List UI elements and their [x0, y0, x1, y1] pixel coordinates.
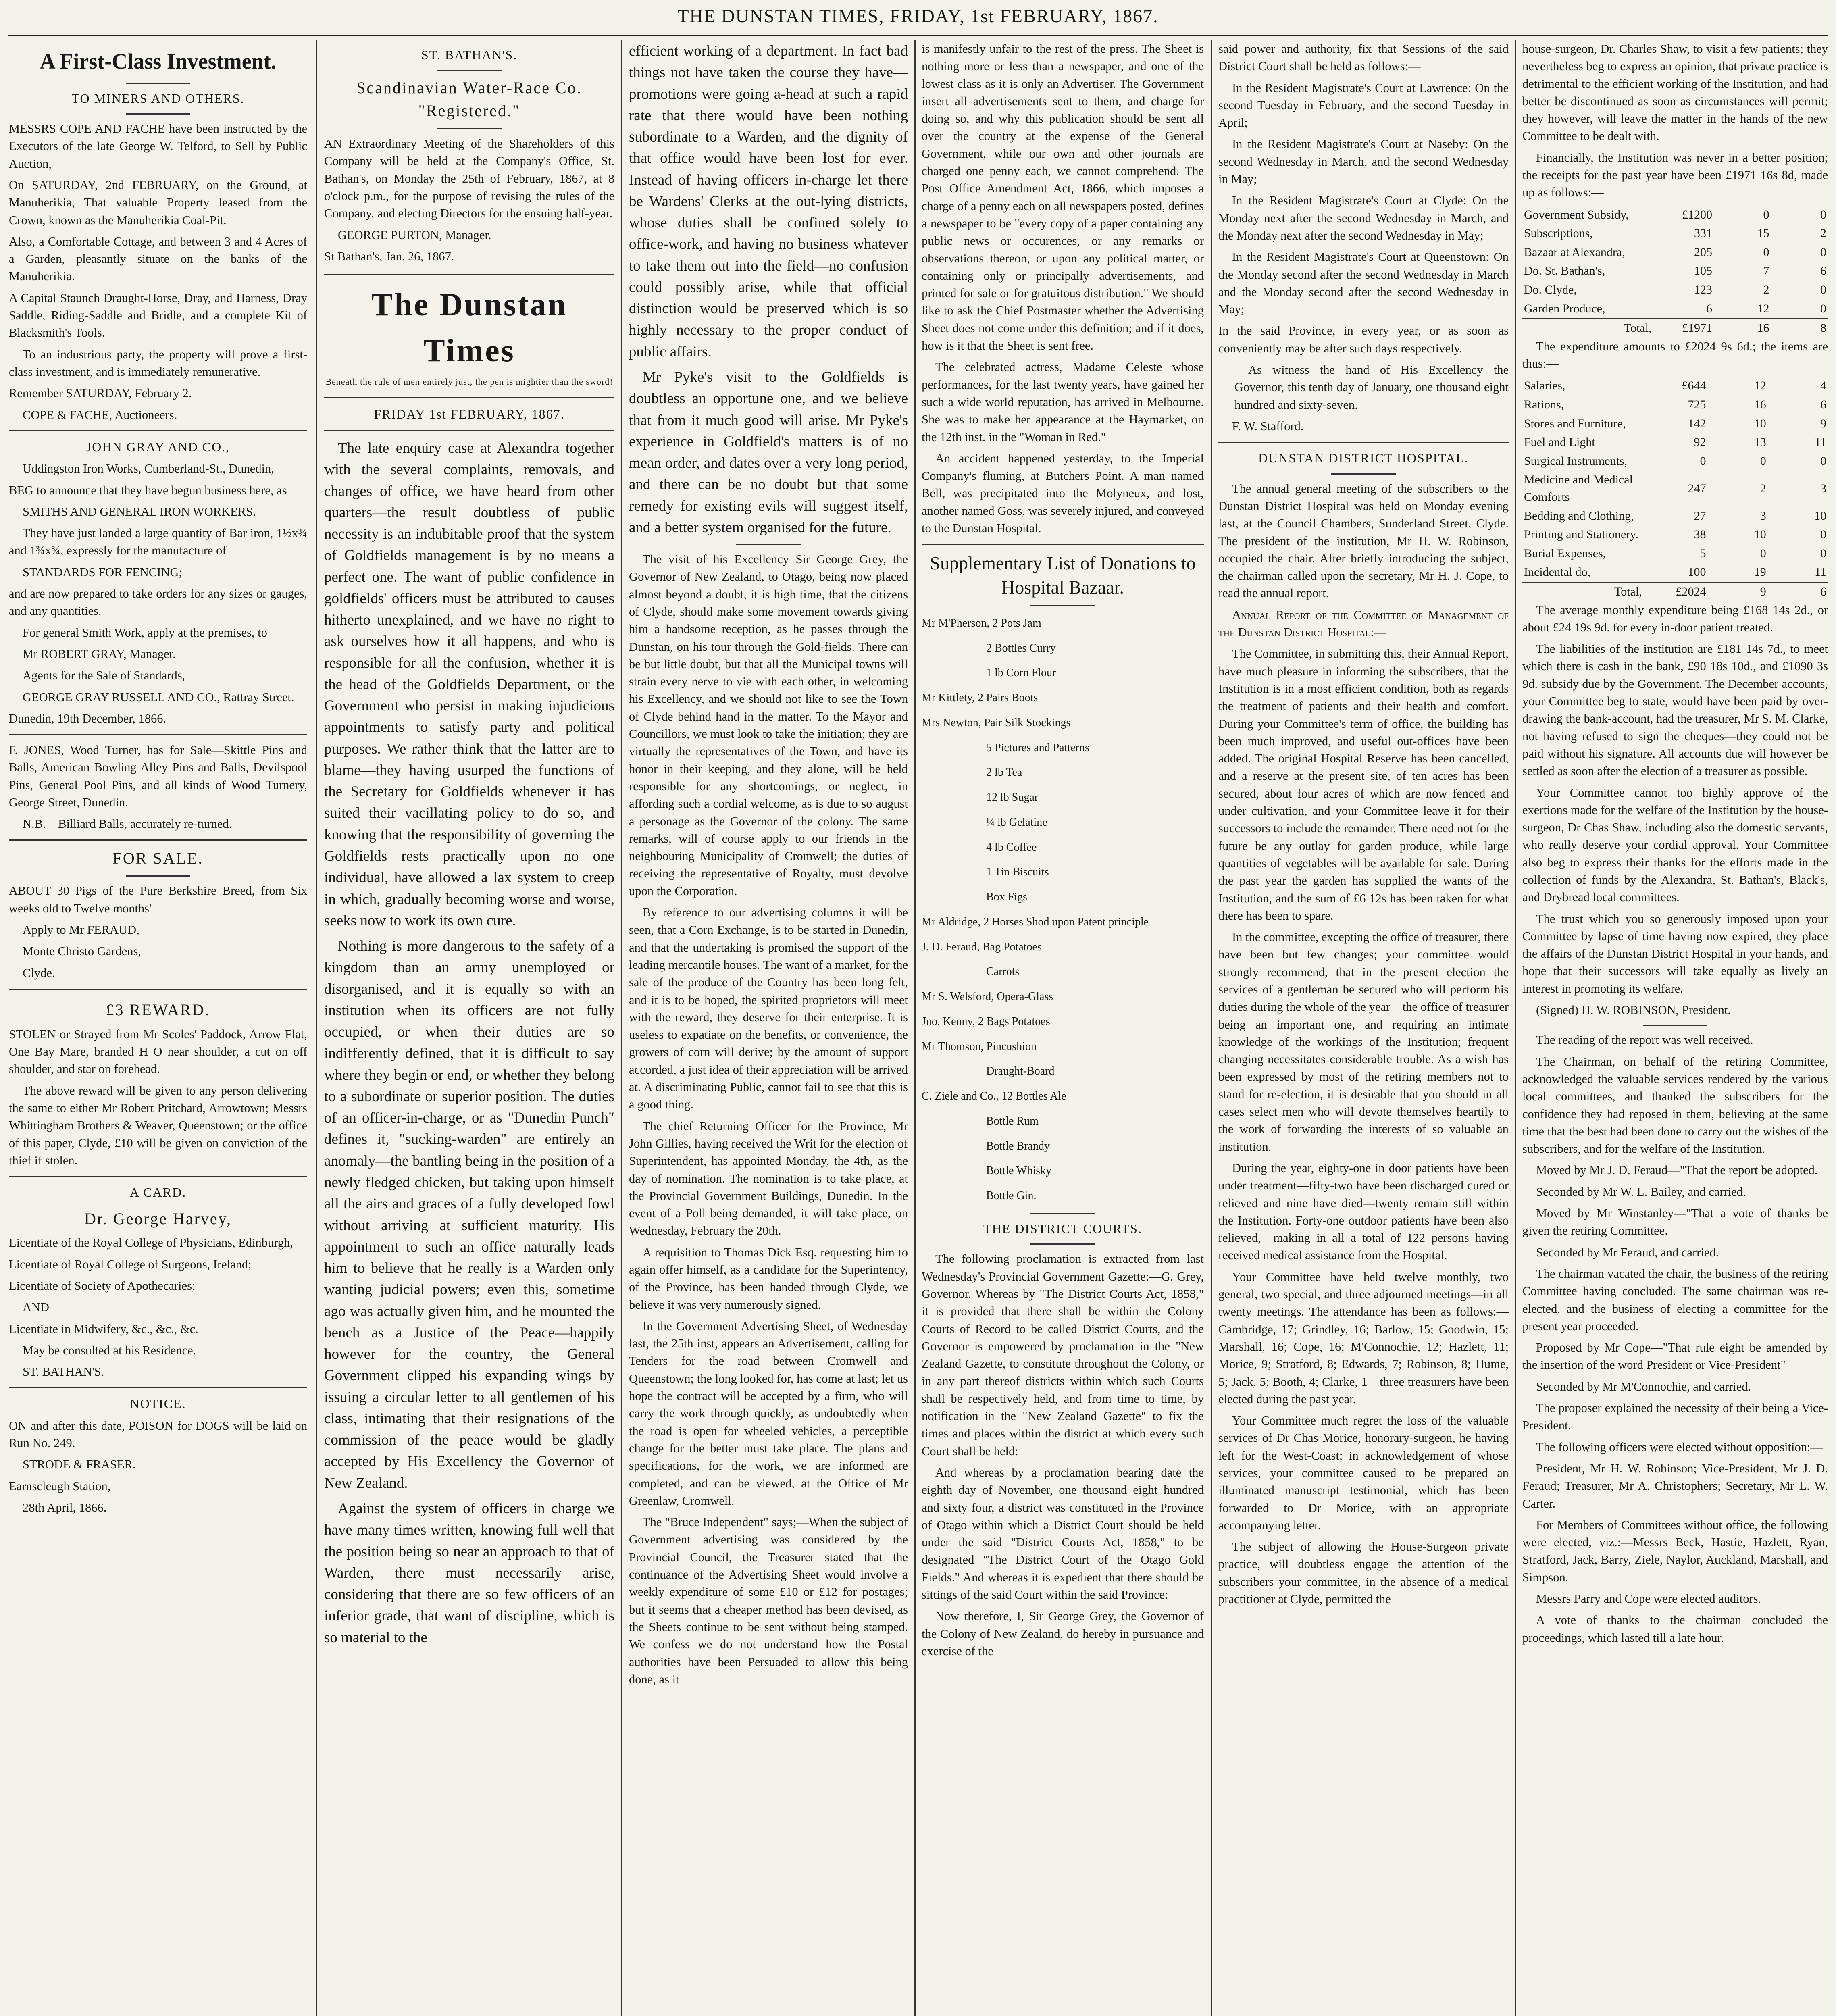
- signature: (Signed) H. W. ROBINSON, President.: [1536, 1003, 1731, 1017]
- news-text: The Committee, in submitting this, their Annual Report, have much pleasure in informing the subscribers, that the Institution is in a most efficient condition, both as regards the treatment of patients and their health and comfort. During your Committee's term of office, the building has been much improved, and useful out-offices have been added. The original Hospital Reserve has been cancelled, and a reserve at the present site, of ten acres has been secured, about four acres of which are now fenced and under cultivation, and your Committee leave it for their successors to include the remainder. There need not for the future be any outlay for garden produce, while large quantities of vegetables will be available for sale. During the past year the garden has supplied the wants of the Institution, and the sum of £6 12s has been taken for what there has been to spare.: [1218, 647, 1509, 923]
- rule: [1030, 1243, 1095, 1245]
- ad-title: JOHN GRAY AND CO.,: [86, 439, 230, 454]
- rule: [9, 734, 307, 735]
- ad-signature: Mr ROBERT GRAY, Manager.: [23, 647, 176, 661]
- news-text: In the said Province, in every year, or as soon as conveniently may be after such days respectively.: [1218, 324, 1509, 355]
- news-text: Proposed by Mr Cope—"That rule eight be amended by the insertion of the word President or Vice-President": [1522, 1341, 1828, 1372]
- ad-text: Also, a Comfortable Cottage, and between 3 and 4 Acres of a Garden, pleasantly situate on the banks of the Manuherikia.: [9, 234, 307, 283]
- ad-text: May be consulted at his Residence.: [23, 1343, 196, 1357]
- report-heading: Annual Report of the Committee of Management of the Dunstan District Hospital:—: [1218, 608, 1509, 639]
- table-row: [1522, 206, 1828, 225]
- table-row: [1522, 262, 1828, 281]
- ad-date: Dunedin, 19th December, 1866.: [9, 711, 167, 725]
- ad-text: F. JONES, Wood Turner, has for Sale—Skittle Pins and Balls, American Bowling Alley Pins and Balls, Devilspool Pins, General Pool Pins, and all kinds of Wood Turnery, George Street, Dunedin.: [9, 743, 307, 810]
- donation-item: 2 lb Tea: [986, 766, 1022, 779]
- donation-item: Jno. Kenny, 2 Bags Potatoes: [922, 1015, 1050, 1028]
- editorial-text: Nothing is more dangerous to the safety of a kingdom than an army unemployed or disorganised, and it is equally so with an institution when its officers are not fully occupied, or when their duties are so indifferently defined, that it is difficult to say where they begin or end, or whether they belong to a subordinate or superior position. The duties of an officer-in-charge, or as "Dunedin Punch" defines it, "sucking-warden" are entirely an anomaly—the bantling being in the position of a newly fledged chicken, but taking upon himself all the airs and graces of a fully developed fowl without arriving at sufficient maturity. His appointment to such an office naturally leads him to believe that he really is a Warden only wanting judicial powers; even this, sometime ago was actually given him, and he mounted the bench as a Justice of the Peace—happily however for the country, the General Government clipped his expanding wings by issuing a circular letter to all gentlemen of his class, intimating that their resignations of the commission of the peace would be gladly accepted by His Excellency the Governor of New Zealand.: [324, 938, 614, 1491]
- news-text: Seconded by Mr Feraud, and carried.: [1536, 1245, 1719, 1259]
- nameplate-motto: Beneath the rule of men entirely just, the pen is mightier than the sword!: [325, 377, 613, 387]
- page-masthead: THE DUNSTAN TIMES, FRIDAY, 1st FEBRUARY, 1867.: [677, 6, 1159, 26]
- rule: [437, 128, 502, 129]
- column-4: [922, 40, 1204, 2016]
- table-row: [1522, 507, 1828, 526]
- donation-item: Box Figs: [986, 891, 1027, 904]
- nameplate: The Dunstan Times: [371, 287, 568, 369]
- row-amount: 12: [1754, 379, 1766, 393]
- news-text: The reading of the report was well received.: [1536, 1033, 1753, 1047]
- donation-item: J. D. Feraud, Bag Potatoes: [922, 940, 1042, 953]
- rule: [1030, 605, 1095, 606]
- ad-text: MESSRS COPE AND FACHE have been instructed by the Executors of the late George W. Telford, to Sell by Public Auction,: [9, 122, 307, 171]
- row-amount: 7: [1763, 264, 1769, 278]
- row-label: Medicine and Medical Comforts: [1524, 473, 1633, 504]
- news-text: During the year, eighty-one in door patients have been under treatment—fifty-two have been discharged cured or relieved and nine have died—twenty remain still within the Institution. Forty-one outdoor patients have been also relieved,—making in all a total of 122 persons having received medical assistance from the Hospital.: [1218, 1161, 1509, 1262]
- news-text: In the Government Advertising Sheet, of Wednesday last, the 25th inst, appears an Advertisement, calling for Tenders for the road between Cromwell and Queenstown; the long looked for, has come at last; let us hope the contract will be accepted by a firm, who will carry the work through quickly, as undoubtedly when the road is open for wheeled vehicles, a perceptible change for the better must take place. The plans and specifications, for the work, we are informed are completed, and can be viewed, at the Office of Mr Greenlaw, Cromwell.: [629, 1319, 908, 1508]
- ad-subtitle: A CARD.: [129, 1185, 187, 1200]
- dateline: FRIDAY 1st FEBRUARY, 1867.: [374, 406, 565, 421]
- row-amount: 27: [1694, 509, 1706, 523]
- row-amount: 13: [1754, 435, 1766, 449]
- table-row: [1522, 433, 1828, 452]
- row-amount: 11: [1815, 435, 1826, 449]
- table-row: [1522, 563, 1828, 582]
- column-3: [629, 40, 908, 2016]
- rule: [9, 839, 307, 841]
- table-row: [1522, 224, 1828, 243]
- row-amount: 0: [1820, 528, 1826, 541]
- row-amount: 0: [1763, 245, 1769, 259]
- ad-text: Earnscleugh Station,: [9, 1479, 111, 1493]
- rule: [1643, 1025, 1707, 1026]
- ad-title: Scandinavian Water-Race Co. "Registered.": [356, 79, 582, 120]
- donation-item: Draught-Board: [986, 1065, 1055, 1078]
- editorial-text: Against the system of officers in charge we have many times written, knowing full well that the position being so near an approach to that of Warden, there must necessarily arise, considering that there are so few officers of an inferior grade, that want of discipline, which is so material to the: [324, 1500, 614, 1646]
- ad-signature: COPE & FACHE, Auctioneers.: [23, 408, 177, 422]
- ad-text: Monte Christo Gardens,: [23, 944, 141, 958]
- donation-item: C. Ziele and Co., 12 Bottles Ale: [922, 1090, 1066, 1103]
- row-amount: 0: [1820, 208, 1826, 221]
- ad-place: ST. BATHAN'S.: [421, 48, 518, 62]
- total-amount: 6: [1768, 582, 1828, 602]
- news-text: An accident happened yesterday, to the Imperial Company's fluming, at Butchers Point. A man named Bell, was precipitated into the Molyneux, and lost, another named Goss, was severely injured, and conveyed to the Dunstan Hospital.: [922, 451, 1204, 535]
- news-text: Seconded by Mr W. L. Bailey, and carried.: [1536, 1185, 1746, 1199]
- news-text: Your Committee have held twelve monthly, two general, two special, and three adjourned meetings—in all twenty meetings. The attendance has been as follows:—Cambridge, 17; Grindley, 16; Barlow, 15; Goodwin, 15; Marshall, 16; Cope, 16; M'Connochie, 12; Hazlett, 11; Morice, 9; Stratford, 8; Edwards, 7; Robinson, 8; Hume, 5; Jack, 5; Booth, 4; Clarke, 1—three treasurers have been elected during the past year.: [1218, 1270, 1509, 1406]
- total-label: Total,: [1522, 582, 1644, 602]
- row-amount: 19: [1754, 565, 1766, 579]
- news-text: The chairman vacated the chair, the business of the retiring Committee having concluded. The same chairman was re-elected, and the business of electing a committee for the present year proceeded.: [1522, 1266, 1828, 1333]
- rule: [1030, 1213, 1095, 1214]
- row-amount: 0: [1760, 454, 1766, 468]
- ad-date: St Bathan's, Jan. 26, 1867.: [324, 249, 454, 263]
- ad-text: ON and after this date, POISON for DOGS will be laid on Run No. 249.: [9, 1418, 307, 1450]
- column-rule: [316, 40, 317, 2016]
- row-label: Subscriptions,: [1524, 227, 1593, 240]
- news-text: In the Resident Magistrate's Court at Lawrence: On the second Tuesday in February, and the second Tuesday in April;: [1218, 81, 1509, 130]
- ad-subtitle: TO MINERS AND OTHERS.: [71, 91, 245, 106]
- ad-subtitle: Uddingston Iron Works, Cumberland-St., Dunedin,: [23, 462, 274, 476]
- rule: [9, 989, 307, 991]
- row-amount: 92: [1694, 435, 1706, 449]
- rule: [126, 875, 190, 877]
- column-rule: [1211, 40, 1212, 2016]
- ad-text: Clyde.: [23, 966, 55, 980]
- row-amount: 205: [1694, 245, 1712, 259]
- row-amount: 0: [1820, 546, 1826, 560]
- donation-item: Mr Kittlety, 2 Pairs Boots: [922, 691, 1038, 704]
- column-rule: [621, 40, 622, 2016]
- ad-text: GEORGE GRAY RUSSELL AND CO., Rattray Street.: [23, 690, 294, 704]
- rule: [1331, 473, 1396, 475]
- rule: [324, 430, 614, 431]
- donation-item: 2 Bottles Curry: [986, 641, 1056, 654]
- donation-item: 12 lb Sugar: [986, 791, 1039, 804]
- ad-text: Licentiate of Society of Apothecaries;: [9, 1279, 196, 1293]
- row-amount: 6: [1820, 264, 1826, 278]
- ad-text: Licentiate in Midwifery, &c., &c., &c.: [9, 1322, 198, 1336]
- row-amount: 100: [1688, 565, 1706, 579]
- row-amount: 123: [1694, 283, 1712, 297]
- news-text: Your Committee cannot too highly approve of the exertions made for the welfare of the Institution by the house-surgeon, Dr Chas Shaw, including also the domestic servants, who really deserve your cordial approval. Your Committee also beg to express their thanks for the efforts made in the collection of funds by the Alexandra, St. Bathan's, Black's, and Drybread local committees.: [1522, 785, 1828, 904]
- row-amount: 12: [1757, 302, 1769, 315]
- ad-text: AND: [23, 1300, 50, 1314]
- news-text: The chief Returning Officer for the Province, Mr John Gillies, having received the Writ for the election of Superintendent, has appointed Monday, the 4th, as the day of nomination. The nomination is to take place, at the Provincial Government Buildings, Dunedin. In the event of a Poll being demanded, it will take place, on Wednesday, February the 20th.: [629, 1119, 908, 1238]
- ad-date: 28th April, 1866.: [23, 1501, 107, 1515]
- row-amount: 11: [1815, 565, 1826, 579]
- row-amount: 0: [1820, 283, 1826, 297]
- masthead-rule: [8, 35, 1828, 36]
- table-total-row: [1522, 582, 1828, 602]
- editorial-text: The late enquiry case at Alexandra together with the several complaints, removals, and changes of office, we have heard from other quarters—the result doubtless of public necessity is an indubitable proof that the system of Goldfields management is by no means a perfect one. The want of public confidence in goldfields' officers must be attributed to causes hitherto unexplained, and we have no right to ask ourselves how it all happens, and who is responsible for all the confusion, whether it is the head of the Goldfields Department, or the Government who persist in making injudicious appointments to satisfy party and political purposes. We rather think that the latter are to blame—they having usurped the functions of the Secretary for Goldfields whenever it has suited their vacillating policy to do so, and knowing that the responsibility of governing the Goldfields rests practically upon no one individual, have allowed a lax system to creep in which, gradually becoming worse and worse, seeks now to work its own cure.: [324, 439, 614, 929]
- news-text: The subject of allowing the House-Surgeon private practice, will doubtless engage the attention of the subscribers your committee, in the absence of a medical practitioner at Clyde, permitted the: [1218, 1540, 1509, 1606]
- table-row: [1522, 471, 1828, 506]
- row-amount: 38: [1694, 528, 1706, 541]
- column-2: [324, 40, 614, 2016]
- section-title: DUNSTAN DISTRICT HOSPITAL.: [1258, 451, 1469, 466]
- row-label: Rations,: [1524, 398, 1564, 412]
- row-amount: 6: [1706, 302, 1712, 315]
- total-amount: 8: [1771, 319, 1828, 338]
- donation-item: Bottle Whisky: [986, 1164, 1052, 1177]
- row-amount: 0: [1820, 454, 1826, 468]
- donation-item: Carrots: [986, 965, 1020, 978]
- news-text: In the committee, excepting the office of treasurer, there have been but few changes; your committee would strongly recommend, that in the present election the services of a gentleman be secured who will perform his duties during the whole of the year—the office of treasurer being an important one, and requiring an intimate knowledge of the workings of the Institution; frequent changing necessitates considerable trouble. As a wish has been expressed by most of the retiring members not to stand for re-election, it is desirable that you should in all cases select men who will devote themselves heartily to the work of forwarding the interests of so valuable an institution.: [1218, 930, 1509, 1154]
- row-label: Incidental do,: [1524, 565, 1590, 579]
- rule: [9, 430, 307, 431]
- row-amount: 16: [1754, 398, 1766, 412]
- rule: [437, 70, 502, 71]
- news-text: Moved by Mr Winstanley—"That a vote of thanks be given the retiring Committee.: [1522, 1206, 1828, 1238]
- ad-text: Agents for the Sale of Standards,: [23, 669, 185, 683]
- news-text: house-surgeon, Dr. Charles Shaw, to visit a few patients; they nevertheless beg to express an opinion, that private practice is detrimental to the efficient working of the Institution, and had better be discontinued as soon as circumstances will permit; they however, will leave the matter in the hands of the new Committee to be dealt with.: [1522, 42, 1828, 143]
- row-amount: 4: [1820, 379, 1826, 393]
- donations-title: Supplementary List of Donations to Hospital Bazaar.: [930, 553, 1196, 598]
- donation-item: Mr M'Pherson, 2 Pots Jam: [922, 616, 1041, 629]
- donation-item: Mr Thomson, Pincushion: [922, 1040, 1037, 1053]
- news-text: In the Resident Magistrate's Court at Queenstown: On the Monday second after the second Wednesday in March and the Monday second after the second Wednesday in May;: [1218, 250, 1509, 317]
- news-text: The "Bruce Independent" says;—When the subject of Government advertising was considered by the Provincial Council, the Treasurer stated that the continuance of the Advertising Sheet would involve a weekly expenditure of some £10 or £12 for postages; but it seems that a cheaper method has been devised, as the Sheets continue to be sent without being stamped. We confess we do not understand how the Postal authorities have been Persuaded to allow this being done, as it: [629, 1515, 908, 1686]
- news-text: And whereas by a proclamation bearing date the eighth day of November, one thousand eight hundred and sixty four, a district was constituted in the Province of Otago within which a District Court should be held under the said "District Courts Act, 1858," to be designated "The District Court of the Otago Gold Fields." And whereas it is expedient that there should be sittings of the said Court within the said Province:: [922, 1465, 1204, 1602]
- ad-text: To an industrious party, the property will prove a first-class investment, and is immediately remunerative.: [9, 347, 307, 379]
- ad-text: STOLEN or Strayed from Mr Scoles' Paddock, Arrow Flat, One Bay Mare, branded H O near shoulder, a cut on off shoulder, and star on forehead.: [9, 1027, 307, 1076]
- table-row: [1522, 525, 1828, 544]
- total-label: Total,: [1522, 319, 1653, 338]
- total-amount: £1971: [1653, 319, 1714, 338]
- row-amount: 331: [1694, 227, 1712, 240]
- news-text: Now therefore, I, Sir George Grey, the Governor of the Colony of New Zealand, do hereby in pursuance and exercise of the: [922, 1609, 1204, 1658]
- donation-item: Bottle Rum: [986, 1114, 1039, 1127]
- table-row: [1522, 377, 1828, 396]
- total-amount: 16: [1714, 319, 1771, 338]
- donation-item: Mr S. Welsford, Opera-Glass: [922, 990, 1053, 1003]
- table-row: [1522, 544, 1828, 563]
- ad-text: N.B.—Billiard Balls, accurately re-turned.: [23, 817, 232, 831]
- column-1: [9, 40, 307, 2016]
- column-rule: [1515, 40, 1516, 2016]
- news-text: The trust which you so generously imposed upon your Committee by lapse of time having now expired, they place the affairs of the Dunstan District Hospital in your hands, and hope that their successors will take equally as lively an interest in promoting its welfare.: [1522, 912, 1828, 996]
- row-label: Do. Clyde,: [1524, 283, 1577, 297]
- receipts-table: [1522, 206, 1828, 338]
- news-text: is manifestly unfair to the rest of the press. The Sheet is nothing more or less than a newspaper, and one of the lowest class as it is only an Advertiser. The Government insert all advertisements sent to them, and charge for doing so, and why this publication should be sent all over the country at the expense of the General Government, while our own and other journals are charged one penny each, we cannot comprehend. The Post Office Amendment Act, 1866, which imposes a charge of a penny each on all newspapers posted, defines a newspaper to be "every copy of a paper containing any public news or occurences, or any remarks or observations thereon, or upon any political matter, or containing only or principally advertisements, and printed for sale or for gratuitous distribution." We should like to ask the Chief Postmaster whether the Advertising Sheet does not come under this definition; and if it does, how is it that the Sheet is sent free.: [922, 42, 1204, 353]
- table-row: [1522, 452, 1828, 471]
- ad-text: ST. BATHAN'S.: [23, 1365, 104, 1379]
- row-label: Do. St. Bathan's,: [1524, 264, 1605, 278]
- editorial-text: Mr Pyke's visit to the Goldfields is doubtless an opportune one, and we believe that from it much good will arise. Mr Pyke's experience in Goldfield's matters is of no mean order, and dates over a very long period, and there can be no doubt but that some remedy for existing evils will suggest itself, and a better system organised for the future.: [629, 369, 908, 536]
- row-amount: 0: [1820, 245, 1826, 259]
- row-amount: 105: [1694, 264, 1712, 278]
- news-text: In the Resident Magistrate's Court at Naseby: On the second Wednesday in March, and the second Wednesday in May;: [1218, 137, 1509, 186]
- news-text: The expenditure amounts to £2024 9s 6d.; the items are thus:—: [1522, 339, 1828, 371]
- ad-text: AN Extraordinary Meeting of the Shareholders of this Company will be held at the Company's Office, St. Bathan's, on Monday the 25th of February, 1867, at 8 o'clock p.m., for the purpose of revising the rules of the Company, and electing Directors for the ensuing half-year.: [324, 137, 614, 221]
- donation-item: Bottle Gin.: [986, 1189, 1037, 1202]
- news-text: The annual general meeting of the subscribers to the Dunstan District Hospital was held on Monday evening last, at the Council Chambers, Sunderland Street, Clyde. The president of the institution, Mr H. W. Robinson, occupied the chair. After briefly introducing the subject, the chairman called upon the secretary, Mr H. J. Cope, to read the annual report.: [1218, 481, 1509, 600]
- donation-item: Mr Aldridge, 2 Horses Shod upon Patent principle: [922, 915, 1149, 928]
- rule: [9, 1176, 307, 1177]
- news-text: Messrs Parry and Cope were elected auditors.: [1536, 1591, 1761, 1606]
- ad-text: A Capital Staunch Draught-Horse, Dray, and Harness, Dray Saddle, Riding-Saddle and Bridle, and a complete Kit of Blacksmith's Tools.: [9, 291, 307, 340]
- row-amount: 2: [1763, 283, 1769, 297]
- editorial-text: efficient working of a department. In fact bad things not have taken the course they have—promotions were going a-head at such a rapid rate that there would have been nothing subordinate to a Warden, and the dignity of that office would have been lost for ever. Instead of having officers in-charge let there be Wardens' Clerks at the out-lying districts, whose duties shall be confined solely to office-work, and having no business whatever to take them out into the field—no confusion could possibly arise, while that official distinction would be preserved which is so highly necessary to the proper conduct of public affairs.: [629, 43, 908, 360]
- column-5: [1218, 40, 1509, 2016]
- row-label: Burial Expenses,: [1524, 546, 1606, 560]
- row-amount: 0: [1820, 302, 1826, 315]
- donation-item: 5 Pictures and Patterns: [986, 741, 1089, 754]
- table-row: [1522, 281, 1828, 300]
- news-text: The liabilities of the institution are £181 14s 7d., to meet which there is cash in the bank, £90 18s 10d., and £1090 3s 9d. subsidy due by the Government. The December accounts, your Committee beg to state, would have been paid by over-drawing the bank-account, had the treasurer, Mr S. M. Clarke, not having refused to sign the cheques—they could not be paid without his signature. All accounts due will however be settled as soon after the election of a treasurer as possible.: [1522, 642, 1828, 778]
- row-label: Fuel and Light: [1524, 435, 1595, 449]
- table-row: [1522, 396, 1828, 414]
- rule: [9, 1387, 307, 1388]
- ad-text: They have just landed a large quantity of Bar iron, 1½x¾ and 1¾x¾, expressly for the manufacture of: [9, 526, 307, 558]
- donation-item: 1 Tin Biscuits: [986, 866, 1049, 879]
- news-text: said power and authority, fix that Sessions of the said District Court shall be held as follows:—: [1218, 42, 1509, 73]
- row-amount: 2: [1820, 227, 1826, 240]
- news-text: The Chairman, on behalf of the retiring Committee, acknowledged the valuable services rendered by the various local committees, and thanked the subscribers for the confidence they had reposed in them, believing at the same time that the best had been done to carry out the wishes of the subscribers, and for the welfare of the Institution.: [1522, 1054, 1828, 1156]
- row-amount: 5: [1700, 546, 1706, 560]
- news-text: The average monthly expenditure being £168 14s 2d., or about £24 19s 9d. for every in-door patient treated.: [1522, 603, 1828, 634]
- row-label: Printing and Stationery.: [1524, 528, 1638, 541]
- row-amount: 9: [1820, 417, 1826, 430]
- table-row: [1522, 243, 1828, 262]
- ad-text: ABOUT 30 Pigs of the Pure Berkshire Breed, from Six weeks old to Twelve months': [9, 884, 307, 915]
- ad-title: FOR SALE.: [112, 849, 204, 867]
- ad-text: BEG to announce that they have begun business here, as: [9, 483, 287, 497]
- row-amount: 10: [1754, 528, 1766, 541]
- rule: [736, 544, 801, 545]
- ad-title: A First-Class Investment.: [40, 49, 277, 73]
- rule: [126, 113, 190, 115]
- table-total-row: [1522, 319, 1828, 338]
- row-amount: £1200: [1682, 208, 1712, 221]
- ad-signature: GEORGE PURTON, Manager.: [338, 228, 491, 242]
- news-text: Moved by Mr J. D. Feraud—"That the report be adopted.: [1536, 1163, 1818, 1177]
- donation-item: ¼ lb Gelatine: [986, 816, 1047, 829]
- news-text: By reference to our advertising columns it will be seen, that a Corn Exchange, is to be started in Dunedin, and that the undertaking is promised the support of the leading mercantile houses. The want of a market, for the sale of the produce of the Country has been long felt, and it is to be hoped, the spirited proprietors will meet with the reward, they deserve for their enterprise. It is useless to expatiate on the benefits, or convenience, the growers of corn will derive; by the amount of support accorded, a just idea of their appreciation will be arrived at. A discriminating Public, cannot fail to see that this is a good thing.: [629, 906, 908, 1112]
- row-amount: 725: [1688, 398, 1706, 412]
- column-rule: [914, 40, 916, 2016]
- table-row: [1522, 414, 1828, 433]
- news-text: In the Resident Magistrate's Court at Clyde: On the Monday next after the second Wednesday in March, and the Monday next after the second Wednesday in May;: [1218, 194, 1509, 242]
- row-amount: 3: [1820, 481, 1826, 495]
- ad-text: Apply to Mr FERAUD,: [23, 923, 139, 937]
- row-amount: 142: [1688, 417, 1706, 430]
- ad-text: On SATURDAY, 2nd FEBRUARY, on the Ground, at Manuherikia, That valuable Property leased from the Crown, known as the Manuherikia Coal-Pit.: [9, 178, 307, 227]
- rule: [126, 83, 190, 84]
- ad-title: Dr. George Harvey,: [84, 1209, 232, 1228]
- donation-item: Mrs Newton, Pair Silk Stockings: [922, 716, 1071, 729]
- donation-list: [922, 615, 1204, 1204]
- donation-item: Bottle Brandy: [986, 1139, 1050, 1152]
- news-text: The following proclamation is extracted from last Wednesday's Provincial Government Gazette:—G. Grey, Governor. Whereas by "The District Courts Act, 1858," it is provided that there shall be within the Colony Courts of Record to be called District Courts, and the Governor is empowered by proclamation in the "New Zealand Gazette, to constitute throughout the Colony, or in any part thereof districts within which such Courts shall be respectively held, and from time to time, by notification in the "New Zealand Gazette" to fix the times and places within the district at which every such Court shall be held:: [922, 1252, 1204, 1458]
- news-text: As witness the hand of His Excellency the Governor, this tenth day of January, one thousand eight hundred and sixty-seven.: [1234, 363, 1509, 412]
- ad-title: NOTICE.: [130, 1396, 186, 1411]
- news-text: The following officers were elected without opposition:—: [1536, 1440, 1823, 1454]
- rule: [1218, 442, 1509, 443]
- row-label: Stores and Furniture,: [1524, 417, 1626, 430]
- row-amount: 10: [1814, 509, 1826, 523]
- table-row: [1522, 300, 1828, 319]
- ad-text: Remember SATURDAY, February 2.: [9, 386, 192, 400]
- news-text: Your Committee much regret the loss of the valuable services of Dr Chas Morice, honorary-surgeon, he having left for the West-Coast; in acknowledgement of whose services, your committee caused to be prepared an illuminated manuscript testimonial, which has been forwarded to Dr Morice, with an appropriate accompanying letter.: [1218, 1414, 1509, 1532]
- row-amount: 15: [1757, 227, 1769, 240]
- row-amount: 10: [1754, 417, 1766, 430]
- total-amount: £2024: [1644, 582, 1708, 602]
- ad-text: STANDARDS FOR FENCING;: [23, 565, 182, 579]
- signature: F. W. Stafford.: [1232, 419, 1304, 433]
- row-amount: 0: [1763, 208, 1769, 221]
- row-amount: 247: [1688, 481, 1706, 495]
- ad-text: Licentiate of the Royal College of Physicians, Edinburgh,: [9, 1236, 294, 1250]
- news-text: A vote of thanks to the chairman concluded the proceedings, which lasted till a late hour.: [1522, 1613, 1828, 1645]
- row-label: Garden Produce,: [1524, 302, 1605, 315]
- row-amount: £644: [1682, 379, 1706, 393]
- section-title: THE DISTRICT COURTS.: [983, 1221, 1142, 1236]
- row-label: Surgical Instruments,: [1524, 454, 1628, 468]
- ad-signature: STRODE & FRASER.: [23, 1458, 136, 1472]
- rule: [324, 396, 614, 398]
- row-amount: 0: [1700, 454, 1706, 468]
- row-amount: 0: [1760, 546, 1766, 560]
- ad-text: and are now prepared to take orders for any sizes or gauges, and any quantities.: [9, 587, 307, 618]
- expenses-table: [1522, 377, 1828, 601]
- row-amount: 2: [1760, 481, 1766, 495]
- row-label: Bazaar at Alexandra,: [1524, 245, 1625, 259]
- rule: [324, 273, 614, 275]
- ad-title: £3 REWARD.: [106, 1000, 210, 1019]
- news-text: President, Mr H. W. Robinson; Vice-President, Mr J. D. Feraud; Treasurer, Mr A. Christophers; Secretary, Mr L. W. Carter.: [1522, 1461, 1828, 1510]
- news-text: For Members of Committees without office, the following were elected, viz.:—Messrs Beck, Hastie, Hazlett, Ryan, Stratford, Jack, Barry, Ziele, Naylor, Auckland, Marshall, and Simpson.: [1522, 1518, 1828, 1584]
- row-label: Salaries,: [1524, 379, 1565, 393]
- row-amount: 3: [1760, 509, 1766, 523]
- news-text: The visit of his Excellency Sir George Grey, the Governor of New Zealand, to Otago, being now placed almost beyond a doubt, it is high time, that the citizens of Clyde, should make some movement towards giving him a handsome reception, as he passes through the Dunstan, on his tour through the Gold-fields. There can be but little doubt, but that all the Municipal towns will strain every nerve to vie with each other, in welcoming his Excellency, and we should not like to see the Town of Clyde behind hand in the matter. To the Mayor and Councillors, we must look to take the initiation; they are virtually the representatives of the Town, and have its honor in their keeping, and they alone, will be held responsible for any shortcomings, or neglect, in affording such a cordial welcome, as is due to so august a personage as the Governor of the colony. The same remarks, will of course apply to our friends in the neighbouring Municipality of Cromwell; the duties of receiving the representative of Royalty, must devolve upon the Corporation.: [629, 552, 908, 898]
- news-text: Financially, the Institution was never in a better position; the receipts for the past year have been £1971 16s 8d, made up as follows:—: [1522, 150, 1828, 200]
- ad-text: SMITHS AND GENERAL IRON WORKERS.: [23, 504, 256, 519]
- donation-item: 4 lb Coffee: [986, 841, 1037, 854]
- news-text: Seconded by Mr M'Connochie, and carried.: [1536, 1379, 1751, 1393]
- ad-text: For general Smith Work, apply at the premises, to: [23, 625, 267, 639]
- column-6: [1522, 40, 1828, 2016]
- ad-text: The above reward will be given to any person delivering the same to either Mr Robert Pritchard, Arrowtown; Messrs Whittingham Brothers & Weaver, Queenstown; or the office of this paper, Clyde, £10 will be given on conviction of the thief if stolen.: [9, 1083, 307, 1167]
- news-text: The proposer explained the necessity of their being a Vice-President.: [1522, 1401, 1828, 1433]
- donation-item: 1 lb Corn Flour: [986, 666, 1056, 679]
- news-text: A requisition to Thomas Dick Esq. requesting him to again offer himself, as a candidate for the Superintency, of the Province, has been handed through Clyde, we believe it was very numerously signed.: [629, 1245, 908, 1312]
- row-label: Bedding and Clothing,: [1524, 509, 1634, 523]
- row-amount: 6: [1820, 398, 1826, 412]
- news-text: The celebrated actress, Madame Celeste whose performances, for the last twenty years, have gained her such a wide world reputation, has arrived in Melbourne. She was to make her appearance at the Haymarket, on the 12th inst. in the "Woman in Red.": [922, 360, 1204, 444]
- total-amount: 9: [1707, 582, 1767, 602]
- rule: [922, 544, 1204, 545]
- ad-text: Licentiate of Royal College of Surgeons, Ireland;: [9, 1257, 252, 1271]
- row-label: Government Subsidy,: [1524, 208, 1629, 221]
